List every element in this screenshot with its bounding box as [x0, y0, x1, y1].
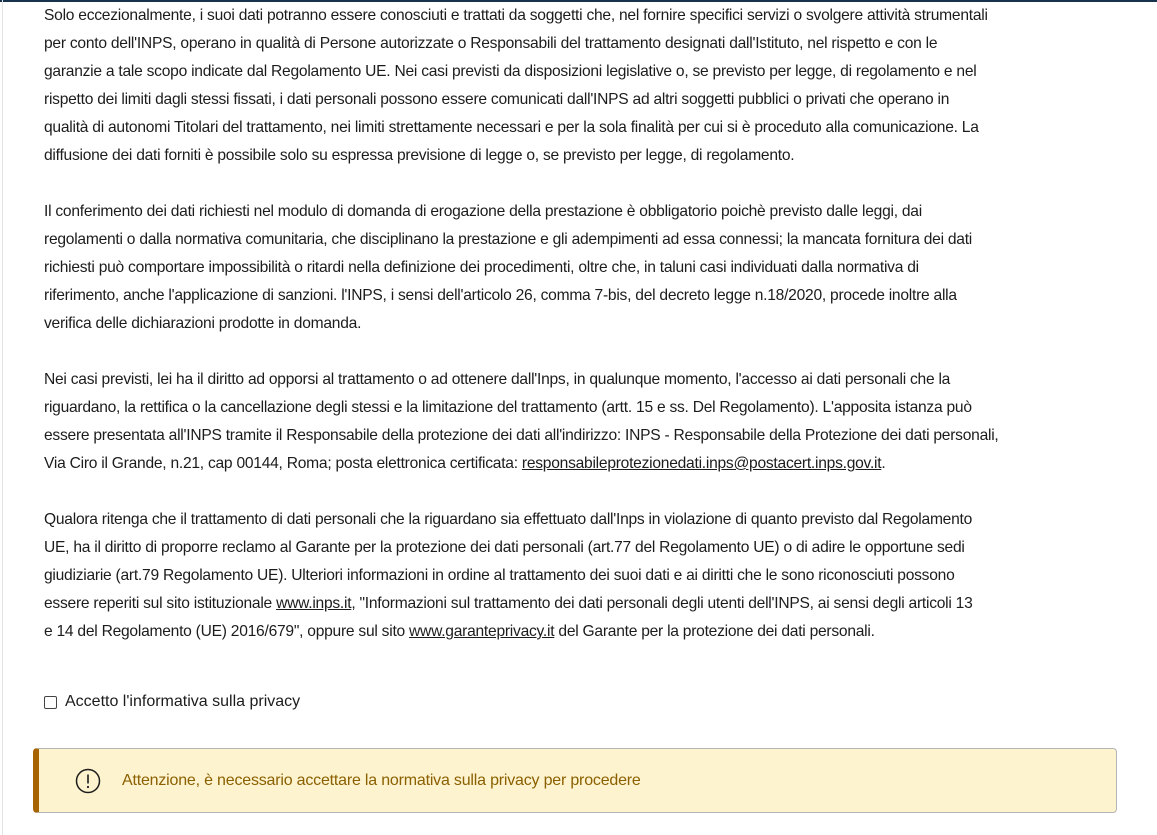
link[interactable]: www.inps.it [276, 595, 352, 612]
text-line [44, 534, 1134, 562]
text: Il conferimento dei dati richiesti nel modulo di domanda di erogazione della prestazione è obbligatorio poichè previsto dalle leggi, dai [44, 203, 922, 220]
text-line [44, 254, 1134, 282]
text: richiesti può comportare impossibilità o ritardi nella definizione dei procedimenti, oltre che, in taluni casi individuati dalla normativa di [44, 259, 919, 276]
text-line [44, 282, 1134, 310]
link[interactable]: www.garanteprivacy.it [409, 623, 555, 640]
text-line [44, 2, 1134, 30]
text: e 14 del Regolamento (UE) 2016/679", oppure sul sito [44, 623, 410, 640]
paragraph [44, 366, 1134, 478]
text-line [44, 114, 1134, 142]
text: Qualora ritenga che il trattamento di dati personali che la riguardano sia effettuato dall'Inps in violazione di quanto previsto dal Regolamento [44, 511, 973, 528]
text-line [44, 58, 1134, 86]
text: riferimento, anche l'applicazione di sanzioni. l'INPS, i sensi dell'articolo 26, comma 7-bis, del decreto legge n.18/2020, procede inoltre alla [44, 287, 957, 304]
text-line [44, 590, 1134, 618]
text-line [44, 394, 1134, 422]
paragraph [44, 198, 1134, 338]
paragraph [44, 506, 1134, 646]
link[interactable]: responsabileprotezionedati.inps@postacert.inps.gov.it [521, 455, 882, 472]
text: per conto dell'INPS, operano in qualità di Persone autorizzate o Responsabili del trattamento designati dall'Istituto, nel rispetto e con le [44, 35, 938, 52]
text: garanzie a tale scopo indicate dal Regolamento UE. Nei casi previsti da disposizioni legislative o, se previsto per legge, di regolamento e nel [44, 63, 977, 80]
text-line [44, 422, 1134, 450]
text-line [44, 618, 1134, 646]
text: Solo eccezionalmente, i suoi dati potranno essere conosciuti e trattati da soggetti che, nel fornire specifici servizi o svolgere attività strumentali [44, 7, 988, 24]
privacy-consent-label: Accetto l'informativa sulla privacy [65, 693, 301, 710]
text-line [44, 450, 1134, 478]
text: verifica delle dichiarazioni prodotte in domanda. [44, 315, 362, 332]
text: essere presentata all'INPS tramite il Responsabile della protezione dei dati all'indirizzo: INPS - Responsabile della Protezione dei dati personali, [44, 427, 999, 444]
text: Via Ciro il Grande, n.21, cap 00144, Roma; posta elettronica certificata: [44, 455, 522, 472]
exclamation-circle-icon [75, 768, 101, 794]
text: regolamenti o dalla normativa comunitaria, che disciplinano la prestazione e gli adempimenti ad essa connessi; la mancata fornitura dei dati [44, 231, 973, 248]
text-line [44, 366, 1134, 394]
text-line [44, 86, 1134, 114]
text-line [44, 310, 1134, 338]
text-line [44, 506, 1134, 534]
privacy-policy-text [44, 2, 1134, 674]
text: essere reperiti sul sito istituzionale [44, 595, 277, 612]
text-line [44, 198, 1134, 226]
privacy-consent-checkbox[interactable] [44, 693, 300, 711]
paragraph [44, 2, 1134, 170]
text: rispetto dei limiti dagli stessi fissati, i dati personali possono essere comunicati dall'INPS ad altri soggetti pubblici o privati che operano in [44, 91, 950, 108]
text: Nei casi previsti, lei ha il diritto ad opporsi al trattamento o ad ottenere dall'Inps, in qualunque momento, l'accesso ai dati personali che la [44, 371, 951, 388]
text-line [44, 142, 1134, 170]
text: . [881, 455, 886, 472]
left-border [2, 0, 3, 835]
text: del Garante per la protezione dei dati personali. [554, 623, 875, 640]
checkbox-box[interactable] [44, 696, 57, 709]
text-line [44, 30, 1134, 58]
text: qualità di autonomi Titolari del trattamento, nei limiti strettamente necessari e per la sola finalità per cui si è proceduto alla comunicazione. La [44, 119, 979, 136]
text-line [44, 226, 1134, 254]
alert-message: Attenzione, è necessario accettare la normativa sulla privacy per procedere [122, 771, 641, 789]
text: riguardano, la rettifica o la cancellazione degli stessi e la limitazione del trattamento (artt. 15 e ss. Del Regolamento). L'apposita istanza può [44, 399, 972, 416]
text: diffusione dei dati forniti è possibile solo su espressa previsione di legge o, se previsto per legge, di regolamento. [44, 147, 795, 164]
text: giudiziarie (art.79 Regolamento UE). Ulteriori informazioni in ordine al trattamento dei suoi dati e ai diritti che le sono riconosciuti possono [44, 567, 955, 584]
text: UE, ha il diritto di proporre reclamo al Garante per la protezione dei dati personali (art.77 del Regolamento UE) o di adire le opportune sedi [44, 539, 965, 556]
privacy-warning-alert [33, 748, 1117, 813]
text-line [44, 562, 1134, 590]
text: , "Informazioni sul trattamento dei dati personali degli utenti dell'INPS, ai sensi degli articoli 13 [351, 595, 973, 612]
